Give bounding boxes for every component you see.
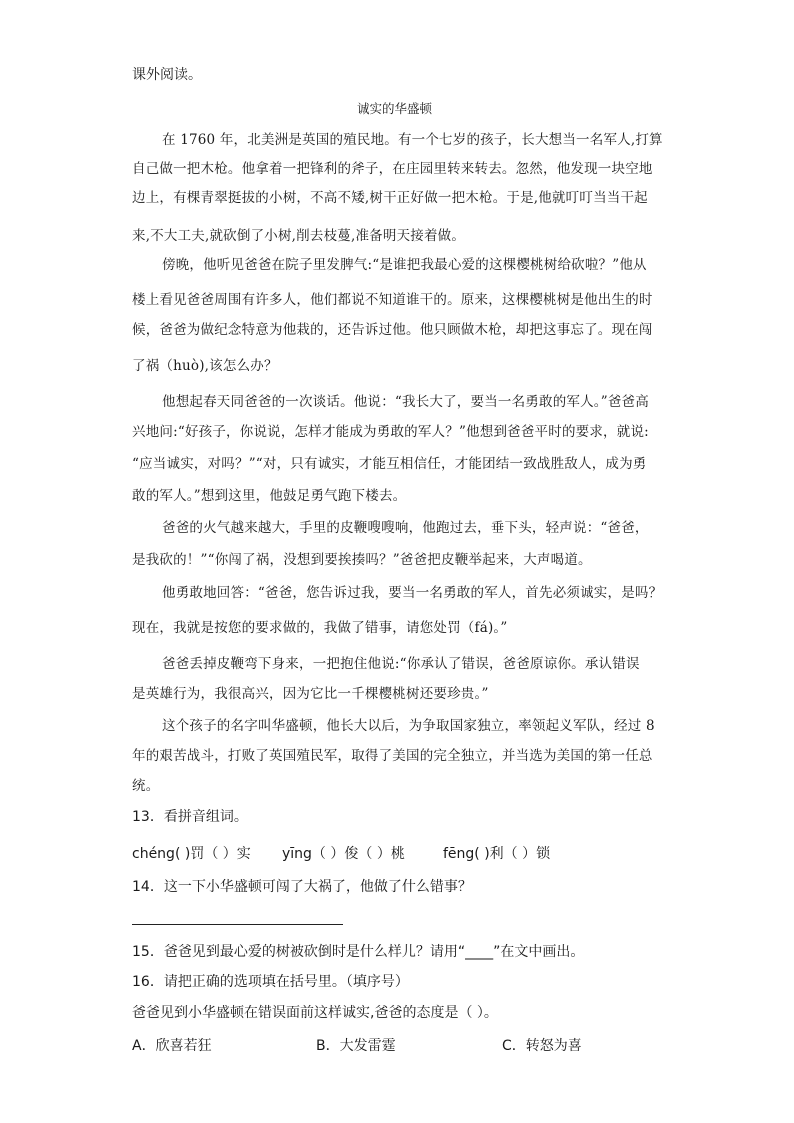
story-line: 来,不大工夫,就砍倒了小树,削去枝蔓,准备明天接着做。 — [132, 228, 466, 244]
question-16-stem: 爸爸见到小华盛顿在错误面前这样诚实,爸爸的态度是（ ）。 — [132, 1005, 498, 1021]
story-line: 这个孩子的名字叫华盛顿，他长大以后，为争取国家独立，率领起义军队，经过 8 — [162, 718, 655, 734]
story-line: 爸爸的火气越来越大，手里的皮鞭嗖嗖响，他跑过去，垂下头，轻声说：“爸爸， — [162, 520, 649, 536]
story-line: 傍晚，他听见爸爸在院子里发脾气:“是谁把我最心爱的这棵樱桃树给砍啦？”他从 — [162, 257, 647, 273]
question-15-label: 15．爸爸见到最心爱的树被砍倒时是什么样儿？请用“____”在文中画出。 — [132, 944, 585, 960]
option-b: B．大发雷霆 — [316, 1038, 396, 1054]
story-line: 是我砍的！”“你闯了祸，没想到要挨揍吗？”爸爸把皮鞭举起来，大声喝道。 — [132, 552, 592, 568]
answer-line[interactable] — [132, 924, 343, 925]
story-line: 兴地问:“好孩子，你说说，怎样才能成为勇敢的军人？”他想到爸爸平时的要求，就说: — [132, 424, 649, 440]
story-line: 自己做一把木枪。他拿着一把锋利的斧子，在庄园里转来转去。忽然，他发现一块空地 — [132, 161, 653, 177]
question-13-label: 13．看拼音组词。 — [132, 809, 248, 825]
story-line: 敢的军人。”想到这里，他鼓足勇气跑下楼去。 — [132, 488, 407, 504]
pinyin-group: fēng( )利（ ）锁 — [443, 846, 551, 862]
story-line: 年的艰苦战斗，打败了英国殖民军，取得了美国的完全独立，并当选为美国的第一任总 — [132, 748, 653, 764]
story-line: 候，爸爸为做纪念特意为他栽的，还告诉过他。他只顾做木枪，却把这事忘了。现在闯 — [132, 322, 653, 338]
option-a: A．欣喜若狂 — [132, 1038, 212, 1054]
story-line: 现在，我就是按您的要求做的，我做了错事，请您处罚（fá)。” — [132, 620, 508, 636]
story-line: 统。 — [132, 778, 160, 794]
section-intro: 课外阅读。 — [132, 67, 202, 83]
question-14-label: 14．这一下小华盛顿可闯了大祸了，他做了什么错事？ — [132, 879, 472, 895]
story-line: 楼上看见爸爸周围有许多人，他们都说不知道谁干的。原来，这棵樱桃树是他出生的时 — [132, 292, 653, 308]
story-line: 是英雄行为，我很高兴，因为它比一千棵樱桃树还要珍贵。” — [132, 686, 489, 702]
option-c: C．转怒为喜 — [502, 1038, 582, 1054]
question-16-label: 16．请把正确的选项填在括号里。（填序号） — [132, 974, 409, 990]
story-line: “应当诚实，对吗？”“对，只有诚实，才能互相信任，才能团结一致战胜敌人，成为勇 — [132, 456, 647, 472]
story-title: 诚实的华盛顿 — [357, 101, 433, 116]
story-line: 了祸（huò),该怎么办？ — [132, 358, 278, 374]
story-line: 爸爸丢掉皮鞭弯下身来，一把抱住他说:“你承认了错误，爸爸原谅你。承认错误 — [162, 656, 640, 672]
story-line: 他勇敢地回答：“爸爸，您告诉过我，要当一名勇敢的军人，首先必须诚实，是吗？ — [162, 585, 663, 601]
story-line: 在 1760 年，北美洲是英国的殖民地。有一个七岁的孩子，长大想当一名军人,打算 — [162, 132, 663, 148]
pinyin-group: yīng（ ）俊（ ）桃 — [282, 846, 405, 862]
pinyin-group: chéng( )罚（ ）实 — [132, 846, 251, 862]
story-line: 他想起春天同爸爸的一次谈话。他说：“我长大了，要当一名勇敢的军人。”爸爸高 — [162, 394, 649, 410]
story-line: 边上，有棵青翠挺拔的小树，不高不矮,树干正好做一把木枪。于是,他就叮叮当当干起 — [132, 190, 648, 206]
